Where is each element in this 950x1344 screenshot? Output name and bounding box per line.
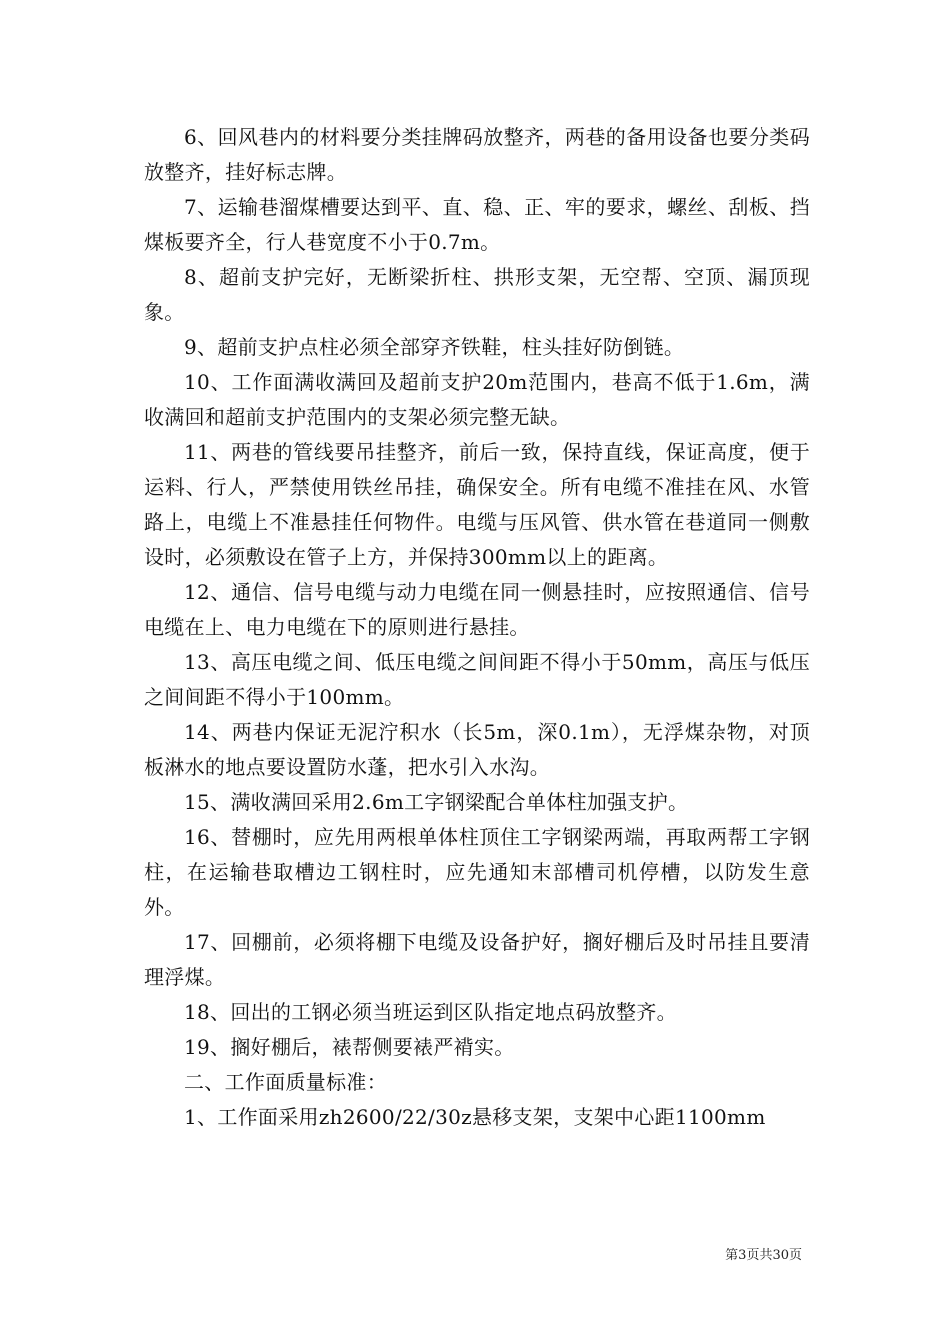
page-number-footer: 第3页共30页	[725, 1248, 802, 1263]
paragraph-item-15: 15、满收满回采用2.6m工字钢梁配合单体柱加强支护。	[184, 790, 689, 814]
paragraph-item-17: 17、回棚前，必须将棚下电缆及设备护好，搁好棚后及时吊挂且要清理浮煤。	[144, 930, 810, 989]
paragraph-item-11: 11、两巷的管线要吊挂整齐，前后一致，保持直线，保证高度，便于运料、行人，严禁使用铁丝吊挂，确保安全。所有电缆不准挂在风、水管路上，电缆上不准悬挂任何物件。电缆与压风管、供水管在巷道同一侧敷设时，必须敷设在管子上方，并保持300mm以上的距离。	[144, 440, 810, 569]
paragraph-item-9: 9、超前支护点柱必须全部穿齐铁鞋，柱头挂好防倒链。	[184, 335, 685, 359]
paragraph-item-13: 13、高压电缆之间、低压电缆之间间距不得小于50mm，高压与低压之间间距不得小于100mm。	[144, 650, 810, 709]
paragraph-item-face-1: 1、工作面采用zh2600/22/30z悬移支架，支架中心距1100mm	[184, 1105, 766, 1129]
paragraph-item-14: 14、两巷内保证无泥泞积水（长5m，深0.1m），无浮煤杂物，对顶板淋水的地点要设置防水蓬，把水引入水沟。	[144, 720, 810, 779]
paragraph-item-10: 10、工作面满收满回及超前支护20m范围内，巷高不低于1.6m，满收满回和超前支护范围内的支架必须完整无缺。	[144, 370, 810, 429]
paragraph-item-8: 8、超前支护完好，无断梁折柱、拱形支架，无空帮、空顶、漏顶现象。	[144, 265, 810, 324]
paragraph-item-16: 16、替棚时，应先用两根单体柱顶住工字钢梁两端，再取两帮工字钢柱，在运输巷取槽边工钢柱时，应先通知末部槽司机停槽，以防发生意外。	[144, 825, 810, 919]
paragraph-item-19: 19、搁好棚后，裱帮侧要裱严褙实。	[184, 1035, 515, 1059]
paragraph-item-12: 12、通信、信号电缆与动力电缆在同一侧悬挂时，应按照通信、信号电缆在上、电力电缆在下的原则进行悬挂。	[144, 580, 810, 639]
document-body	[144, 120, 810, 1135]
paragraph-item-6: 6、回风巷内的材料要分类挂牌码放整齐，两巷的备用设备也要分类码放整齐，挂好标志牌。	[144, 125, 810, 184]
section-heading-face-quality: 二、工作面质量标准：	[184, 1070, 387, 1094]
paragraph-item-7: 7、运输巷溜煤槽要达到平、直、稳、正、牢的要求，螺丝、刮板、挡煤板要齐全，行人巷宽度不小于0.7m。	[144, 195, 810, 254]
paragraph-item-18: 18、回出的工钢必须当班运到区队指定地点码放整齐。	[184, 1000, 677, 1024]
